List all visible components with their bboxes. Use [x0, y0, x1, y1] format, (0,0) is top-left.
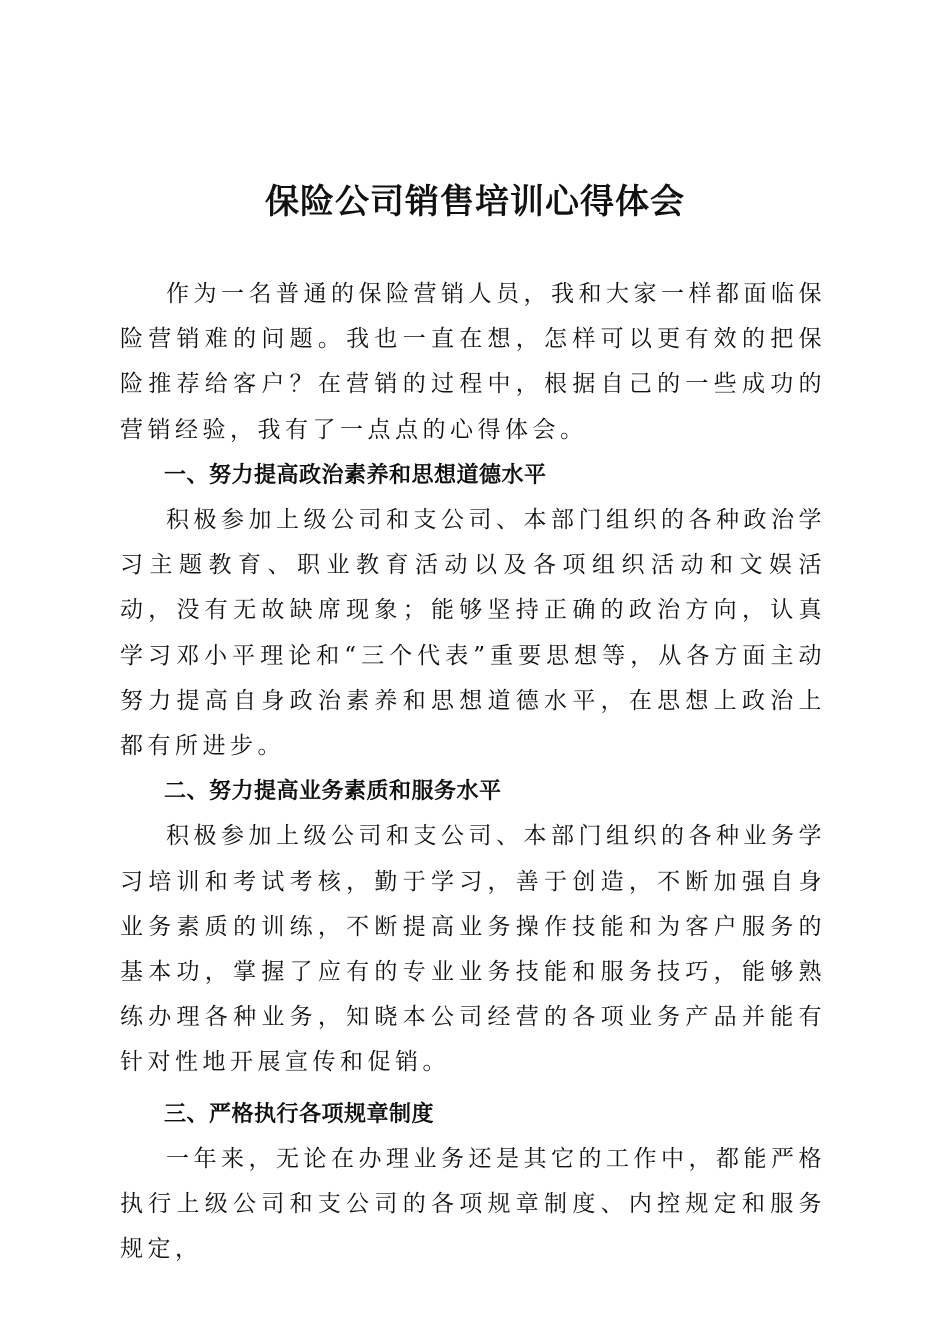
section-heading-3: 三、严格执行各项规章制度	[164, 1101, 435, 1127]
document-body	[120, 272, 826, 1272]
section-paragraph-3: 一年来，无论在办理业务还是其它的工作中，都能严格执行上级公司和支公司的各项规章制度、内控规定和服务规定，	[120, 1145, 826, 1263]
section-heading-2: 二、努力提高业务素质和服务水平	[164, 779, 502, 805]
section-heading-1: 一、努力提高政治素养和思想道德水平	[164, 462, 547, 488]
intro-paragraph: 作为一名普通的保险营销人员，我和大家一样都面临保险营销难的问题。我也一直在想，怎样可以更有效的把保险推荐给客户？在营销的过程中，根据自己的一些成功的营销经验，我有了一点点的心得体会。	[120, 281, 826, 443]
document-title: 保险公司销售培训心得体会	[265, 182, 685, 222]
section-paragraph-2: 积极参加上级公司和支公司、本部门组织的各种业务学习培训和考试考核，勤于学习，善于创造，不断加强自身业务素质的训练，不断提高业务操作技能和为客户服务的基本功，掌握了应有的专业业务技能和服务技巧，能够熟练办理各种业务，知晓本公司经营的各项业务产品并能有针对性地开展宣传和促销。	[120, 823, 826, 1076]
section-paragraph-1: 积极参加上级公司和支公司、本部门组织的各种政治学习主题教育、职业教育活动以及各项组织活动和文娱活动，没有无故缺席现象；能够坚持正确的政治方向，认真学习邓小平理论和“三个代表”重要思想等，从各方面主动努力提高自身政治素养和思想道德水平，在思想上政治上都有所进步。	[120, 507, 826, 760]
